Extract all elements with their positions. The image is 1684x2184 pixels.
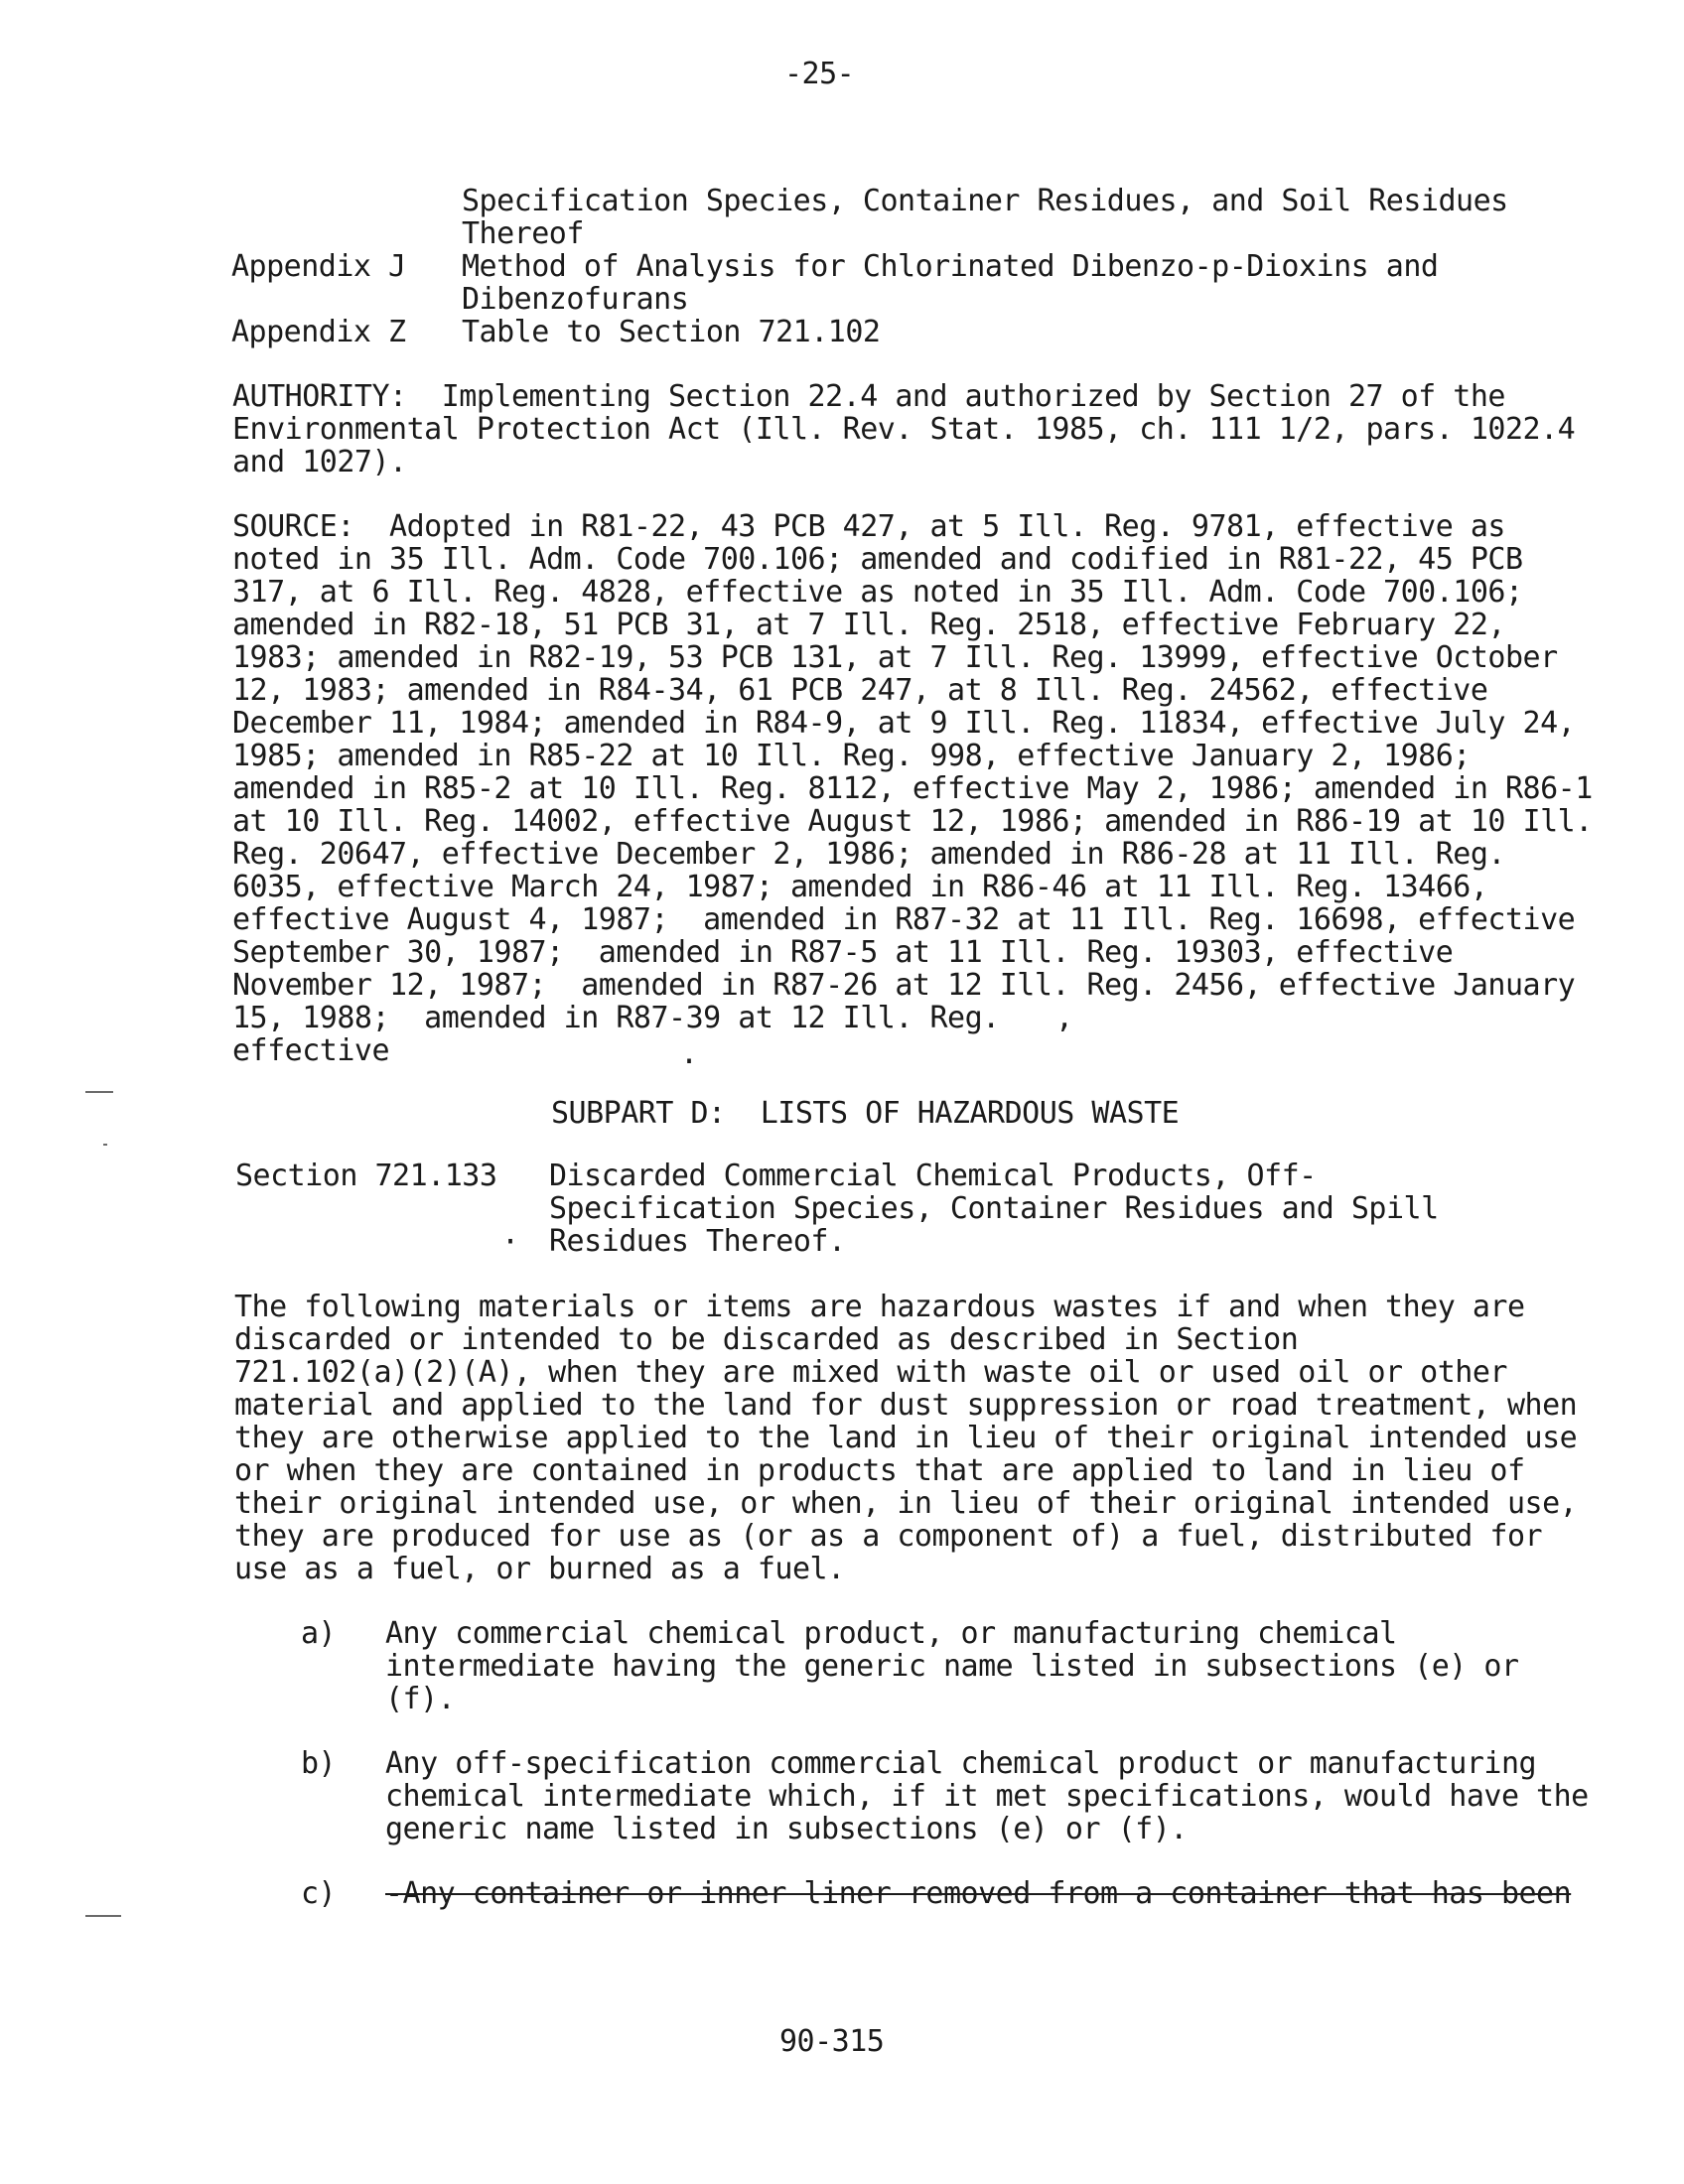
authority-line: Environmental Protection Act (Ill. Rev. Stat. 1985, ch. 111 1/2, pars. 1022.4	[232, 412, 1576, 447]
item-a-label: a)	[301, 1616, 337, 1651]
item-b-line: generic name listed in subsections (e) or (f).	[385, 1812, 1188, 1846]
section-title-line: Residues Thereof.	[549, 1224, 846, 1259]
item-b-line: Any off-specification commercial chemical product or manufacturing	[385, 1746, 1537, 1781]
source-line: September 30, 1987; amended in R87-5 at 11 Ill. Reg. 19303, effective	[232, 935, 1454, 970]
source-line-effective: effective	[232, 1033, 390, 1068]
blank-citation-comma: ,	[1055, 1001, 1074, 1035]
intro-paragraph-line: or when they are contained in products that are applied to land in lieu of	[234, 1453, 1525, 1488]
toc-appendix-z-label: Appendix Z	[231, 315, 406, 349]
item-c-struck-line: -Any container or inner liner removed from a container that has been	[385, 1876, 1572, 1911]
item-a-line: intermediate having the generic name listed in subsections (e) or	[385, 1649, 1519, 1684]
source-line: 1985; amended in R85-22 at 10 Ill. Reg. 998, effective January 2, 1986;	[232, 739, 1471, 773]
source-line: 317, at 6 Ill. Reg. 4828, effective as noted in 35 Ill. Adm. Code 700.106;	[232, 575, 1523, 610]
item-a-line: (f).	[385, 1682, 456, 1716]
intro-paragraph-line: discarded or intended to be discarded as described in Section	[234, 1322, 1299, 1357]
blank-citation-period: .	[680, 1036, 699, 1071]
source-line: December 11, 1984; amended in R84-9, at 9 Ill. Reg. 11834, effective July 24,	[232, 706, 1576, 741]
margin-mark	[85, 1091, 113, 1093]
section-number: Section 721.133	[235, 1159, 497, 1193]
margin-mark	[103, 1144, 107, 1146]
source-line: noted in 35 Ill. Adm. Code 700.106; amended and codified in R81-22, 45 PCB	[232, 542, 1523, 577]
source-line: 15, 1988; amended in R87-39 at 12 Ill. Reg.	[232, 1001, 1000, 1035]
intro-paragraph-line: 721.102(a)(2)(A), when they are mixed with waste oil or used oil or other	[234, 1355, 1507, 1390]
intro-paragraph-line: they are otherwise applied to the land in lieu of their original intended use	[234, 1421, 1578, 1455]
section-margin-dot: ·	[501, 1225, 519, 1260]
page-number: -25-	[784, 57, 855, 91]
source-line: November 12, 1987; amended in R87-26 at 12 Ill. Reg. 2456, effective January	[232, 968, 1576, 1003]
source-line: at 10 Ill. Reg. 14002, effective August 12, 1986; amended in R86-19 at 10 Ill.	[232, 804, 1593, 839]
toc-appendix-z-title: Table to Section 721.102	[462, 315, 881, 349]
intro-paragraph-line: material and applied to the land for dust suppression or road treatment, when	[234, 1388, 1578, 1423]
toc-continuation-line: Specification Species, Container Residues, and Soil Residues	[462, 184, 1508, 218]
item-b-line: chemical intermediate which, if it met specifications, would have the	[385, 1779, 1589, 1814]
source-line: SOURCE: Adopted in R81-22, 43 PCB 427, at 5 Ill. Reg. 9781, effective as	[232, 509, 1505, 544]
page-footer-code: 90-315	[779, 2024, 885, 2059]
toc-appendix-j-title: Dibenzofurans	[462, 282, 689, 317]
intro-paragraph-line: their original intended use, or when, in lieu of their original intended use,	[234, 1486, 1578, 1521]
toc-appendix-j-title: Method of Analysis for Chlorinated Dibenzo-p-Dioxins and	[462, 249, 1439, 284]
source-line: 1983; amended in R82-19, 53 PCB 131, at 7 Ill. Reg. 13999, effective October	[232, 640, 1558, 675]
source-line: effective August 4, 1987; amended in R87-32 at 11 Ill. Reg. 16698, effective	[232, 902, 1576, 937]
source-line: 12, 1983; amended in R84-34, 61 PCB 247, at 8 Ill. Reg. 24562, effective	[232, 673, 1488, 708]
authority-line: AUTHORITY: Implementing Section 22.4 and authorized by Section 27 of the	[232, 379, 1505, 414]
item-a-line: Any commercial chemical product, or manufacturing chemical	[385, 1616, 1397, 1651]
margin-mark	[85, 1915, 121, 1917]
intro-paragraph-line: The following materials or items are hazardous wastes if and when they are	[234, 1290, 1525, 1324]
authority-line: and 1027).	[232, 445, 407, 479]
toc-appendix-j-label: Appendix J	[231, 249, 406, 284]
source-line: amended in R82-18, 51 PCB 31, at 7 Ill. Reg. 2518, effective February 22,	[232, 608, 1505, 642]
source-line: Reg. 20647, effective December 2, 1986; amended in R86-28 at 11 Ill. Reg.	[232, 837, 1505, 872]
subpart-heading: SUBPART D: LISTS OF HAZARDOUS WASTE	[551, 1096, 1180, 1131]
source-line: amended in R85-2 at 10 Ill. Reg. 8112, effective May 2, 1986; amended in R86-1	[232, 771, 1593, 806]
toc-continuation-line: Thereof	[462, 216, 584, 251]
item-b-label: b)	[301, 1746, 337, 1781]
intro-paragraph-line: they are produced for use as (or as a component of) a fuel, distributed for	[234, 1519, 1543, 1554]
section-title-line: Specification Species, Container Residues and Spill	[549, 1191, 1439, 1226]
intro-paragraph-line: use as a fuel, or burned as a fuel.	[234, 1552, 845, 1586]
source-line: 6035, effective March 24, 1987; amended in R86-46 at 11 Ill. Reg. 13466,	[232, 870, 1488, 904]
section-title-line: Discarded Commercial Chemical Products, Off-	[549, 1159, 1317, 1193]
item-c-label: c)	[301, 1876, 337, 1911]
